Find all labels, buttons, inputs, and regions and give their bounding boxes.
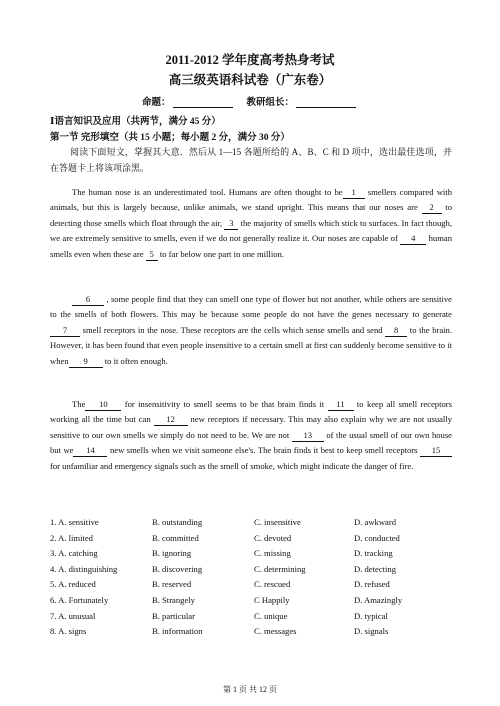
blank-10: 10 — [85, 399, 121, 411]
option-row — [50, 577, 470, 593]
exam-subtitle: 高三级英语科试卷（广东卷） — [168, 73, 332, 87]
passage-text: , some people find that they can smell one type of flower but not another, while others are sensitive to the smells of both flowers. This may be because some people do not have the genes necessary to generate — [50, 294, 452, 320]
option-a: 3. A. catching — [50, 548, 98, 559]
passage-text: new smells when we visit someone else's. The brain finds it best to keep smell receptors — [107, 445, 420, 456]
option-d: D. tracking — [354, 548, 393, 559]
blank-15: 15 — [420, 445, 452, 457]
passage-text: The human nose is an underestimated tool. Humans are often thought to be — [72, 187, 343, 197]
blank-5: 5 — [146, 249, 158, 261]
blank-8: 8 — [385, 325, 407, 337]
blank-11: 11 — [328, 399, 354, 411]
option-d: D. detecting — [354, 563, 396, 574]
instructions: 阅读下面短文，掌握其大意．然后从 1—15 各题所给的 A、B、C 和 D 项中，选出最佳选项，并在答题卡上将该项涂黑。 — [50, 147, 452, 173]
option-a: 6. A. Fortunately — [50, 594, 109, 605]
option-d: D. typical — [354, 610, 388, 621]
option-c: C. insensitive — [254, 517, 301, 527]
proposer-blank — [173, 97, 233, 108]
option-row — [50, 593, 470, 609]
passage-text: smellers compared with animals, but this is largely because, unlike animals, we stand upright. This means that our noses are — [50, 187, 452, 213]
option-row — [50, 531, 470, 547]
option-b: B. particular — [152, 610, 195, 621]
blank-6: 6 — [72, 294, 104, 306]
passage-text: of the usual smell of our own house but we — [50, 429, 452, 456]
author-line — [0, 94, 500, 108]
option-b: B. ignoring — [152, 548, 192, 559]
blank-12: 12 — [154, 414, 188, 426]
option-b: B. Strangely — [152, 594, 195, 605]
reviewer-label: 教研组长： — [246, 98, 294, 108]
option-b: B. outstanding — [152, 517, 203, 527]
proposer-label: 命题： — [142, 98, 171, 108]
option-d: D. conducted — [354, 532, 400, 543]
option-c: C. rescued — [254, 579, 291, 590]
option-c: C Happily — [254, 594, 290, 605]
option-row — [50, 546, 470, 562]
option-d: D. signals — [354, 626, 389, 637]
blank-14: 14 — [73, 445, 107, 457]
blank-3: 3 — [224, 218, 238, 230]
option-b: B. reserved — [152, 579, 192, 590]
option-a: 7. A. unusual — [50, 610, 96, 621]
option-d: D. awkward — [354, 517, 396, 527]
option-row — [50, 624, 470, 640]
reviewer-blank — [296, 97, 356, 108]
option-c: C. devoted — [254, 532, 292, 543]
option-a: 2. A. limited — [50, 532, 93, 543]
passage-text: to far below one part in one million. — [157, 248, 284, 259]
passage-text: the majority of smells which stick to surfaces. In fact though, we are extremely sensitive to smells, even if we do not generally realize it. Our noses are capable of — [50, 217, 452, 244]
option-row — [50, 562, 470, 578]
passage-paragraph-2 — [50, 292, 452, 369]
option-row — [50, 515, 470, 531]
option-a: 8. A. signs — [50, 626, 87, 637]
option-b: B. committed — [152, 532, 199, 543]
option-c: C. unique — [254, 610, 288, 621]
passage-text: smell receptors in the nose. These receptors are the cells which sense smells and send — [80, 324, 386, 335]
passage-text: to detecting those smells which float through the air, — [50, 202, 452, 228]
blank-1: 1 — [343, 187, 365, 199]
option-d: D. refused — [354, 579, 390, 590]
options-table — [50, 515, 470, 640]
passage-text: The — [72, 399, 86, 409]
blank-9: 9 — [69, 356, 103, 368]
option-c: C. determining — [254, 563, 306, 574]
option-row — [50, 609, 470, 625]
passage-text: for unfamiliar and emergency signals such as the smell of smoke, which might indicate the danger of fire. — [50, 460, 414, 471]
option-a: 1. A. sensitive — [50, 517, 99, 527]
blank-7: 7 — [50, 325, 80, 337]
passage-text: to the brain. However, it has been found that even people insensitive to a certain smell at first can suddenly become sensitive to it when — [50, 324, 453, 366]
passage-paragraph-3 — [50, 397, 452, 474]
option-b: B. information — [152, 626, 203, 637]
option-b: B. discovering — [152, 563, 203, 574]
blank-2: 2 — [422, 202, 442, 214]
page-footer: 第 1 页 共 12 页 — [223, 685, 277, 694]
passage-text: for insensitivity to smell seems to be that brain finds it — [121, 399, 328, 409]
option-a: 4. A. distinguishing — [50, 563, 118, 574]
part-heading: 第一节 完形填空（共 15 小题；每小题 2 分，满分 30 分） — [50, 133, 290, 143]
section-heading: Ⅰ语言知识及应用（共两节，满分 45 分） — [50, 117, 221, 127]
passage-text: new receptors if necessary. This may also explain why we are not usually sensitive to our own smells we simply do not need to be. We are not — [50, 414, 453, 440]
passage-text: to it often enough. — [102, 355, 168, 366]
option-c: C. missing — [254, 548, 291, 559]
passage-text: to keep all smell receptors working all the time but can — [50, 399, 452, 425]
option-d: D. Amazingly — [354, 594, 403, 605]
passage-paragraph-1 — [50, 185, 452, 262]
passage-text: human smells even when these are — [50, 233, 452, 259]
option-c: C. messages — [254, 626, 297, 637]
option-a: 5. A. reduced — [50, 579, 96, 590]
exam-title: 2011-2012 学年度高考热身考试 — [165, 53, 335, 67]
blank-4: 4 — [400, 233, 426, 245]
blank-13: 13 — [292, 430, 324, 442]
